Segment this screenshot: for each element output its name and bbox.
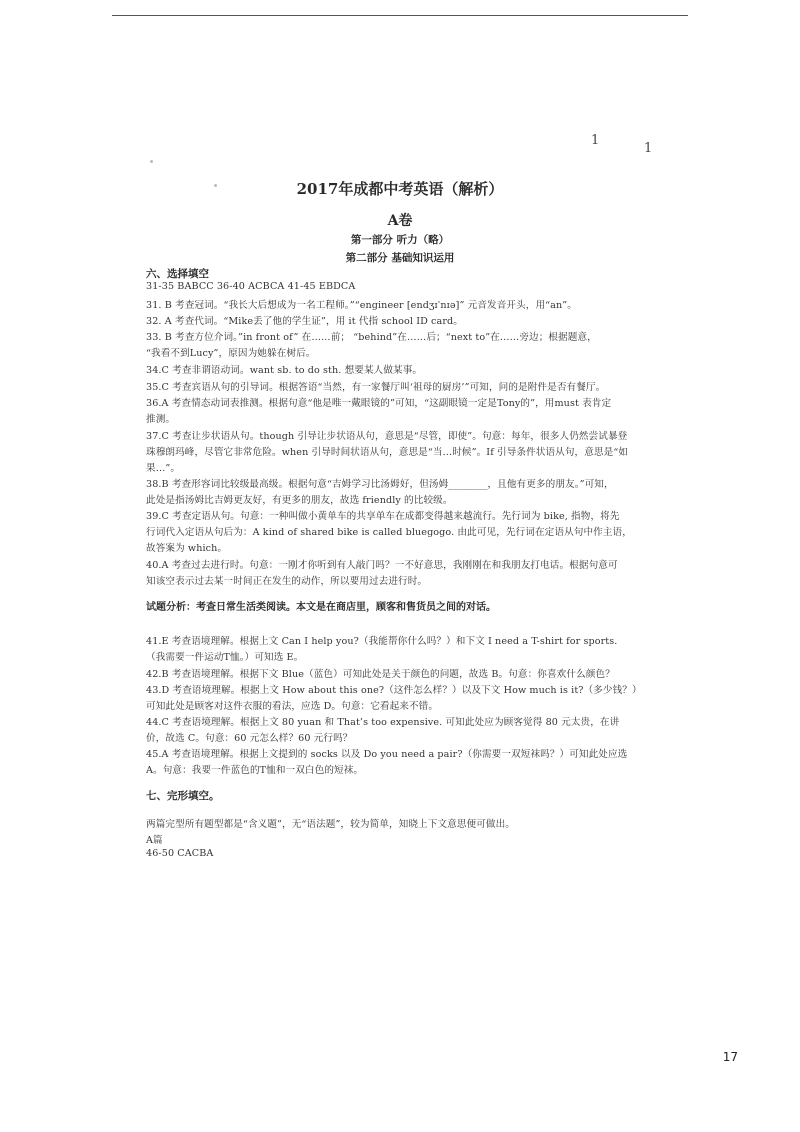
text-line: 两篇完型所有题型都是“含义题”，无“语法题”，较为简单，知晓上下文意思便可做出。 — [146, 819, 515, 830]
text-line: 39.C 考查定语从句。句意：一种叫做小黄单车的共享单车在成都变得越来越流行。先行词为 bike, 指物，将先 — [146, 511, 620, 522]
text-line: 46-50 CACBA — [146, 848, 214, 859]
text-line: 35.C 考查宾语从句的引导词。根据答语“当然，有一家餐厅叫‘祖母的厨房’”可知，问的是附件是否有餐厅。 — [146, 382, 606, 393]
corner-mark: 1 — [644, 141, 653, 156]
text-line: （我需要一件运动T恤。）可知选 E。 — [146, 652, 304, 663]
text-line: 43.D 考查语境理解。根据上文 How about this one?（这件怎么样？）以及下文 How much is it?（多少钱？） — [146, 685, 642, 696]
text-line: 40.A 考查过去进行时。句意：一刚才你听到有人敲门吗？一不好意思，我刚刚在和我朋友打电话。根据句意可 — [146, 560, 618, 571]
text-line: “我看不到Lucy”，原因为她躲在树后。 — [146, 348, 316, 359]
text-line: 故答案为 which。 — [146, 543, 228, 554]
volume-heading: A卷 — [387, 213, 413, 229]
corner-mark: 1 — [591, 133, 600, 148]
section-six-heading: 六、选择填空 — [146, 268, 209, 280]
text-line: 行词代入定语从句后为：A kind of shared bike is called bluegogo. 由此可见，先行词在定语从句中作主语， — [146, 527, 632, 538]
section-seven-heading: 七、完形填空。 — [146, 790, 220, 802]
part-two-heading: 第二部分 基础知识运用 — [345, 252, 455, 264]
document-title: 2017年成都中考英语（解析） — [296, 180, 504, 198]
text-line: 38.B 考查形容词比较级最高级。根据句意“吉姆学习比汤姆好，但汤姆________，且他有更多的朋友。”可知， — [146, 479, 614, 490]
text-line: 价，故选 C。句意：60 元怎么样？60 元行吗？ — [146, 733, 353, 744]
text-line: 31-35 BABCC 36-40 ACBCA 41-45 EBDCA — [146, 281, 356, 292]
text-line: 果…”。 — [146, 463, 181, 474]
part-one-heading: 第一部分 听力（略） — [350, 234, 450, 246]
text-line: A。句意：我要一件蓝色的T恤和一双白色的短袜。 — [146, 765, 364, 776]
text-line: 推测。 — [146, 414, 176, 425]
scan-speck — [150, 160, 153, 163]
text-line: 45.A 考查语境理解。根据上文提到的 socks 以及 Do you need a pair?（你需要一双短袜吗？）可知此处应选 — [146, 749, 628, 760]
text-line: 33. B 考查方位介词。”in front of” 在……前； “behind”在……后；“next to”在……旁边；根据题意， — [146, 332, 597, 343]
text-line: 41.E 考查语境理解。根据上文 Can I help you?（我能帮你什么吗？）和下文 I need a T-shirt for sports. — [146, 636, 618, 647]
text-line: 42.B 考查语境理解。根据下文 Blue（蓝色）可知此处是关于颜色的问题，故选 B。句意：你喜欢什么颜色？ — [146, 669, 615, 680]
text-line: 珠穆朗玛峰，尽管它非常危险。when 引导时间状语从句，意思是“当…时候”。If 引导条件状语从句，意思是“如 — [146, 447, 629, 458]
text-line: 36.A 考查情态动词表推测。根据句意“他是唯一戴眼镜的”可知，“这副眼镜一定是Tony的”，用must 表肯定 — [146, 398, 612, 409]
top-rule — [112, 15, 688, 16]
text-line: 31. B 考查冠词。“我长大后想成为一名工程师。”“engineer [endʒɪˈnɪə]” 元音发音开头，用“an”。 — [146, 300, 577, 311]
text-line: 知该空表示过去某一时间正在发生的动作，所以要用过去进行时。 — [146, 576, 428, 587]
analysis-heading: 试题分析：考查日常生活类阅读。本文是在商店里，顾客和售货员之间的对话。 — [146, 602, 496, 613]
text-line: 32. A 考查代词。“Mike丢了他的学生证”，用 it 代指 school ID card。 — [146, 316, 463, 327]
text-line: 此处是指汤姆比吉姆更友好，有更多的朋友，故选 friendly 的比较级。 — [146, 495, 453, 506]
text-line: 44.C 考查语境理解。根据上文 80 yuan 和 That’s too expensive. 可知此处应为顾客觉得 80 元太贵，在讲 — [146, 717, 620, 728]
text-line: 可知此处是顾客对这件衣服的看法，应选 D。句意：它看起来不错。 — [146, 701, 439, 712]
text-line: A篇 — [146, 835, 163, 846]
text-line: 37.C 考查让步状语从句。though 引导让步状语从句，意思是“尽管，即使”。句意：每年，很多人仍然尝试暴登 — [146, 431, 628, 442]
page-number: 17 — [722, 1050, 738, 1064]
text-line: 34.C 考查非谓语动词。want sb. to do sth. 想要某人做某事。 — [146, 365, 423, 376]
